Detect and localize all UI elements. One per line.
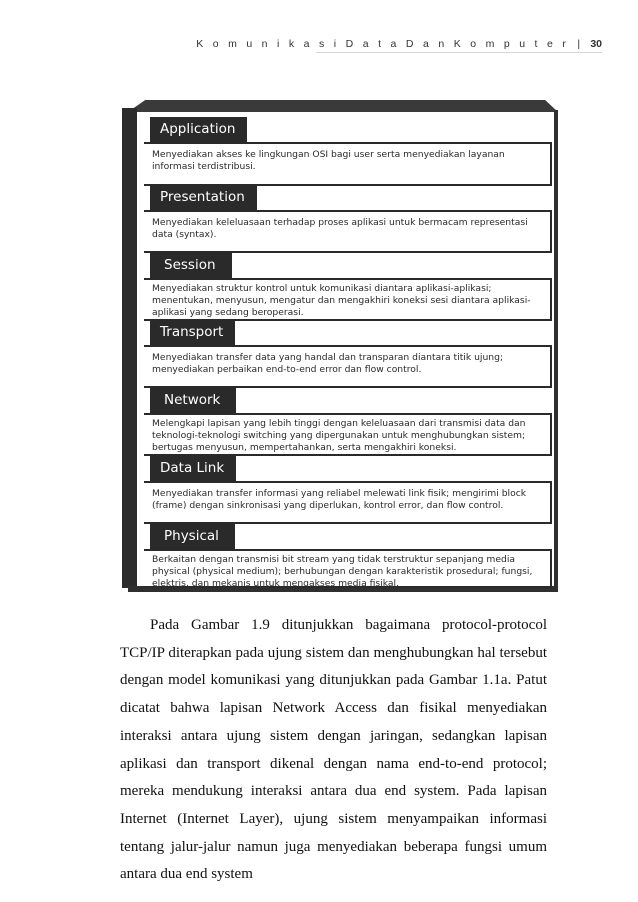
- layer-description: Menyediakan keleluasaan terhadap proses aplikasi untuk bermacam representasi data (syntax).: [144, 210, 552, 253]
- layer-physical: [144, 524, 552, 588]
- body-paragraph: Pada Gambar 1.9 ditunjukkan bagaimana protocol-protocol TCP/IP diterapkan pada ujung sistem dan menghubungkan hal tersebut dengan model komunikasi yang ditunjukkan pada Gambar 1.1a. Patut dicatat bahwa lapisan Network Access dan fisikal menyediakan interaksi antara ujung sistem dengan jaringan, sedangkan lapisan aplikasi dan transport dikenal dengan nama end-to-end protocol; mereka mendukung interaksi antara dua end system. Pada lapisan Internet (Internet Layer), ujung sistem menyampaikan informasi tentang jalur-jalur namun juga menyediakan beberapa fungsi umum antara dua end system: [120, 617, 547, 883]
- layer-name: Session: [150, 253, 232, 278]
- osi-layer-figure: [122, 100, 558, 592]
- layer-description: Menyediakan transfer data yang handal dan transparan diantara titik ujung; menyediakan perbaikan end-to-end error dan flow control.: [144, 345, 552, 388]
- layer-data-link: [144, 456, 552, 524]
- layer-presentation: [144, 185, 552, 253]
- figure-left-bevel: [122, 108, 137, 588]
- layer-name: Presentation: [150, 185, 257, 210]
- layer-name: Data Link: [150, 456, 236, 481]
- figure-right-edge: [554, 110, 558, 588]
- layer-network: [144, 388, 552, 456]
- layer-name: Network: [150, 388, 236, 413]
- figure-top-bevel: [128, 100, 558, 112]
- book-title: K o m u n i k a s i D a t a D a n K o m p u t e r: [196, 38, 570, 50]
- layer-name: Physical: [150, 524, 235, 549]
- layer-transport: [144, 320, 552, 388]
- layer-description: Menyediakan transfer informasi yang reliabel melewati link fisik; mengirimi block (frame) dengan sinkronisasi yang diperlukan, kontrol error, dan flow control.: [144, 481, 552, 524]
- layer-name: Transport: [150, 320, 235, 345]
- layer-description: Menyediakan akses ke lingkungan OSI bagi user serta menyediakan layanan informasi terdistribusi.: [144, 142, 552, 186]
- page-number: 30: [590, 38, 602, 50]
- layer-session: [144, 253, 552, 321]
- header-separator: |: [577, 38, 581, 50]
- running-header: [196, 38, 602, 50]
- layer-description: Melengkapi lapisan yang lebih tinggi dengan keleluasaan dari transmisi data dan teknologi-teknologi switching yang dipergunakan untuk menghubungkan sistem; bertugas menyusun, mempertahankan, serta mengakhiri koneksi.: [144, 413, 552, 456]
- layer-description: Menyediakan struktur kontrol untuk komunikasi diantara aplikasi-aplikasi; menentukan, menyusun, mengatur dan mengakhiri koneksi sesi diantara aplikasi-aplikasi yang sedang beroperasi.: [144, 278, 552, 321]
- header-rule: [316, 52, 602, 53]
- layer-name: Application: [150, 117, 247, 142]
- layer-description: Berkaitan dengan transmisi bit stream yang tidak terstruktur sepanjang media physical (physical medium); berhubungan dengan karakteristik prosedural; fungsi, elektris, dan mekanis untuk mengakses media fisikal.: [144, 549, 552, 588]
- layer-application: [144, 117, 552, 186]
